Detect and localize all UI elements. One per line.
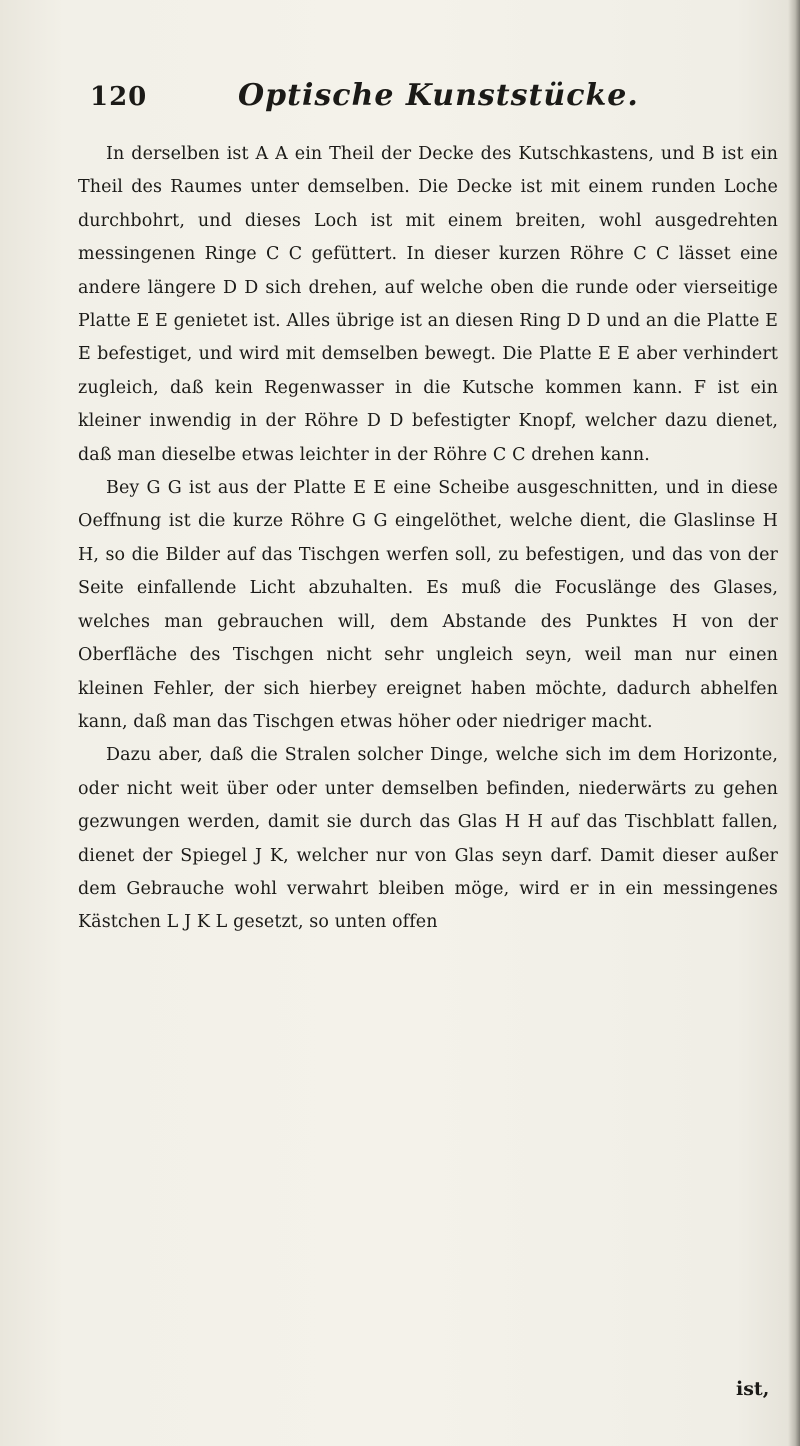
paragraph-2: Bey G G ist aus der Platte E E eine Scheibe ausgeschnitten, und in diese Oeffnung ist die kurze Röhre G G eingelöthet, welche dient, die Glaslinse H H, so die Bilder auf das Tischgen werfen soll, zu befestigen, und das von der Seite einfallende Licht abzuhalten. Es muß die Focuslänge des Glases, welches man gebrauchen will, dem Abstande des Punktes H von der Oberfläche des Tischgen nicht sehr ungleich seyn, weil man nur einen kleinen Fehler, der sich hierbey ereignet haben möchte, dadurch abhelfen kann, daß man das Tischgen etwas höher oder niedriger macht. [78, 478, 778, 732]
catchword: ist, [736, 1378, 770, 1400]
body-text [78, 138, 778, 940]
paragraph-3: Dazu aber, daß die Stralen solcher Dinge, welche sich im dem Horizonte, oder nicht weit über oder unter demselben befinden, niederwärts zu gehen gezwungen werden, damit sie durch das Glas H H auf das Tischblatt fallen, dienet der Spiegel J K, welcher nur von Glas seyn darf. Damit dieser außer dem Gebrauche wohl verwahrt bleiben möge, wird er in ein messingenes Kästchen L J K L gesetzt, so unten offen [78, 745, 778, 933]
running-title: Optische Kunststücke. [238, 78, 639, 113]
page-edge-shadow [788, 0, 800, 1446]
page-number: 120 [90, 82, 148, 112]
page-header [90, 78, 770, 122]
paragraph-1: In derselben ist A A ein Theil der Decke des Kutschkastens, und B ist ein Theil des Raumes unter demselben. Die Decke ist mit einem runden Loche durchbohrt, und dieses Loch ist mit einem breiten, wohl ausgedrehten messingenen Ringe C C gefüttert. In dieser kurzen Röhre C C lässet eine andere längere D D sich drehen, auf welche oben die runde oder vierseitige Platte E E genietet ist. Alles übrige ist an diesen Ring D D und an die Platte E E befestiget, und wird mit demselben bewegt. Die Platte E E aber verhindert zugleich, daß kein Regenwasser in die Kutsche kommen kann. F ist ein kleiner inwendig in der Röhre D D befestigter Knopf, welcher dazu dienet, daß man dieselbe etwas leichter in der Röhre C C drehen kann. [78, 144, 778, 465]
